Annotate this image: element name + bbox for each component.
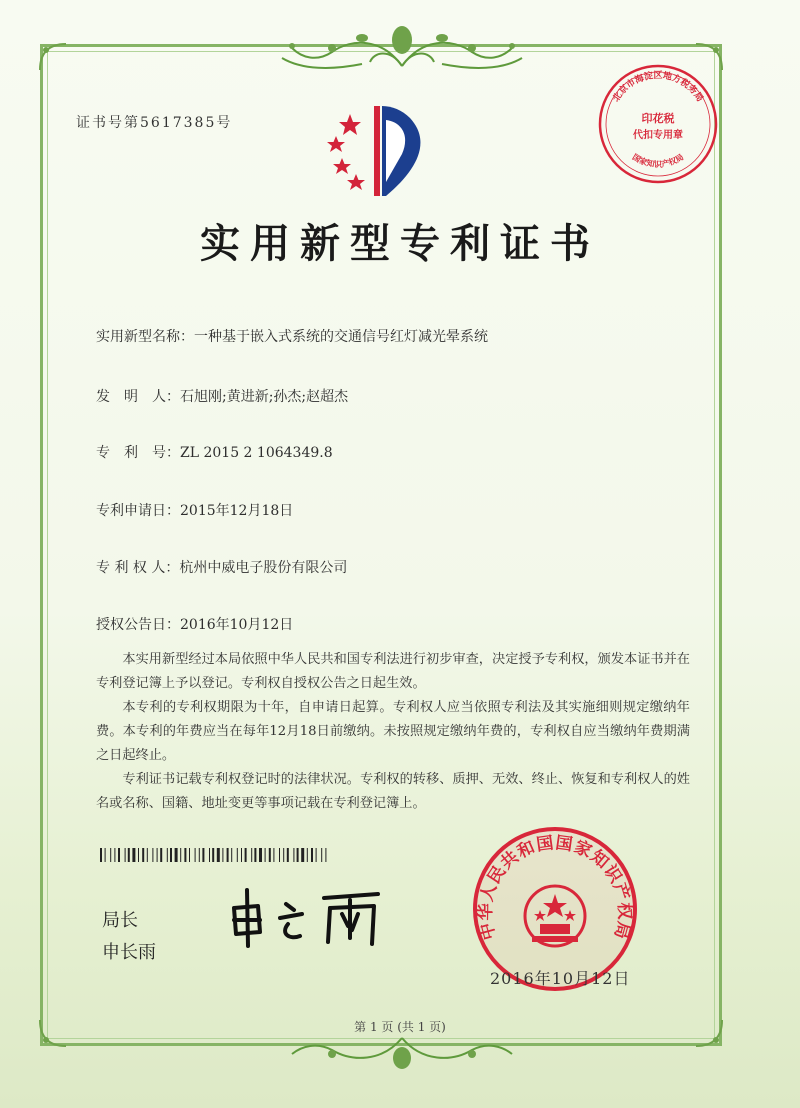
- body-paragraph-3: 专利证书记载专利权登记时的法律状况。专利权的转移、质押、无效、终止、恢复和专利权人的姓名或名称、国籍、地址变更等事项记载在专利登记簿上。: [96, 772, 690, 811]
- seal-date: 2016年10月12日: [490, 969, 631, 988]
- grant-date-label: 授权公告日：: [96, 617, 180, 633]
- svg-text:北京市海淀区地方税务局: [610, 69, 706, 104]
- filing-date-row: [96, 500, 293, 520]
- tax-seal-center-1: 印花税: [641, 112, 675, 125]
- barcode: [100, 848, 330, 862]
- patent-number-label: 专 利 号：: [96, 445, 180, 461]
- patentee-value: 杭州中威电子股份有限公司: [179, 560, 348, 576]
- tax-seal-bottom-text: 国家知识产权局: [630, 152, 686, 169]
- top-floral-ornament: [262, 18, 542, 78]
- inventor-value: 石旭刚;黄进新;孙杰;赵超杰: [180, 389, 349, 405]
- inventor-row: [96, 386, 348, 406]
- tax-seal-center-2: 代扣专用章: [633, 130, 683, 141]
- corner-ornament-top-left: [36, 40, 70, 74]
- inventor-label: 发 明 人：: [96, 389, 180, 405]
- grant-date-row: [96, 614, 293, 634]
- page-number: 第 1 页 (共 1 页): [354, 1020, 446, 1034]
- filing-date-label: 专利申请日：: [96, 503, 180, 519]
- body-paragraph-1: 本实用新型经过本局依照中华人民共和国专利法进行初步审查，决定授予专利权，颁发本证书并在专利登记簿上予以登记。专利权自授权公告之日起生效。: [96, 652, 690, 691]
- grant-date-value: 2016年10月12日: [180, 617, 294, 633]
- certificate-number: 证书号第5617385号: [76, 115, 233, 131]
- utility-model-name-label: 实用新型名称：: [96, 329, 194, 345]
- certificate-title: 实用新型专利证书: [200, 220, 600, 267]
- tax-seal-ring-text: 北京市海淀区地方税务局: [611, 71, 705, 104]
- body-paragraph-2: 本专利的专利权期限为十年，自申请日起算。专利权人应当依照专利法及其实施细则规定缴纳年费。本专利的年费应当在每年12月18日前缴纳。未按照规定缴纳年费的，专利权自应当缴纳年费期满之日起终止。: [96, 700, 690, 763]
- certificate-body: [96, 648, 690, 816]
- bottom-floral-ornament: [262, 1028, 542, 1078]
- patent-number-value: ZL 2015 2 1064349.8: [180, 445, 333, 461]
- tax-seal-stamp: [594, 60, 722, 188]
- filing-date-value: 2015年12月18日: [180, 503, 294, 519]
- svg-text:国家知识产权局: [631, 152, 686, 169]
- utility-model-name-value: 一种基于嵌入式系统的交通信号红灯减光晕系统: [194, 329, 488, 345]
- main-seal-ring-text: 中华人民共和国国家知识产权局: [475, 833, 635, 942]
- patentee-label: 专 利 权 人：: [96, 560, 180, 576]
- utility-model-name-row: [96, 326, 488, 346]
- director-signature: [228, 880, 398, 950]
- director-title: 局长: [102, 910, 138, 931]
- patent-number-row: [96, 442, 333, 462]
- director-name: 申长雨: [102, 942, 156, 963]
- patentee-row: [96, 557, 347, 577]
- cnipa-logo: [322, 92, 452, 202]
